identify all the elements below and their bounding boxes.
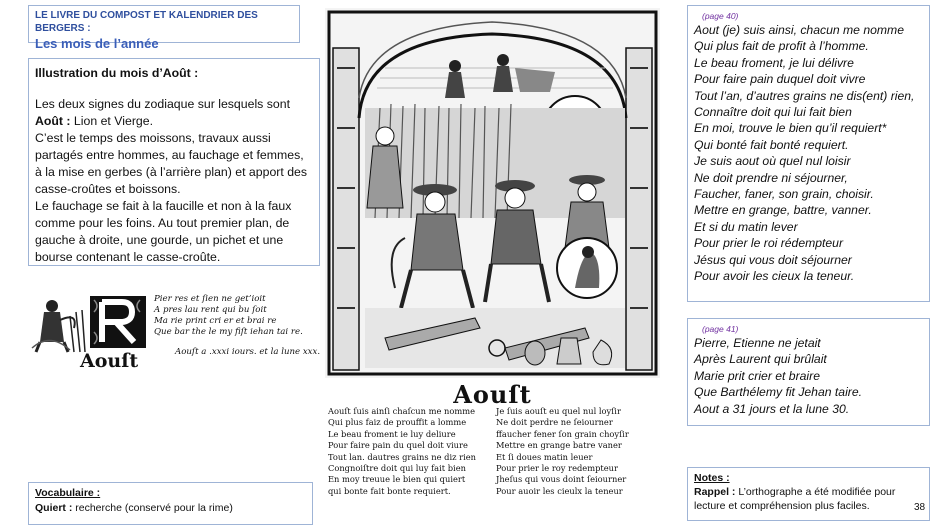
vocabulary-term: Quiert :	[35, 502, 73, 514]
poem-line: Et si du matin lever	[694, 219, 798, 234]
woodcut-line: Le beau froment ie luy deliure	[328, 428, 456, 439]
poem-line: Que Barthélemy fit Jehan taire.	[694, 385, 863, 400]
manuscript-month: Aouſt	[80, 350, 139, 372]
manuscript-verses	[154, 294, 303, 338]
poem-line: Mettre en grange, battre, vanner.	[694, 203, 872, 218]
manuscript-fragment	[30, 292, 330, 382]
woodcut-illustration	[325, 8, 660, 378]
poem-line: Faucher, faner, son grain, choisir.	[694, 187, 874, 202]
woodcut-line: Et ſi doues matin leuer	[496, 451, 593, 462]
manuscript-moon-line: Aouſt a .xxxi iours. et la lune xxx.	[175, 347, 321, 357]
poem-line: Je suis aout où quel nul loisir	[694, 154, 851, 169]
woodcut-line: En moy treuue le bien qui quiert	[328, 474, 466, 485]
notes-heading: Notes :	[694, 472, 730, 484]
poem-line: Ne doit prendre ni séjourner,	[694, 170, 848, 185]
manuscript-miniature	[30, 292, 150, 354]
description-reaping: Le fauchage se fait à la faucille et non à la faux comme pour les foins. Au tout premier plan, de gauche à droite, une gourde, un pichet et une bourse contenant le casse-croûte.	[35, 199, 292, 264]
description-zodiac-pre: Les deux signes du zodiaque sur lesquels sont	[35, 97, 290, 111]
manuscript-line: Pier res et ſien ne get’ioit	[154, 294, 266, 304]
woodcut-verses-left	[328, 406, 476, 497]
vocabulary-heading: Vocabulaire :	[35, 487, 101, 499]
poem-page-41	[687, 318, 930, 426]
woodcut-line: Pour faire pain du quel doit viure	[328, 440, 468, 451]
poem-line: Marie prit crier et braire	[694, 368, 820, 383]
vocabulary-definition: recherche (conservé pour la rime)	[72, 502, 233, 514]
woodcut-verses-right	[496, 406, 629, 497]
page-reference: (page 41)	[702, 324, 739, 334]
manuscript-line: Que bar the le my fiſt iehan tai re.	[154, 327, 303, 337]
woodcut-line: qui bonte fait bonte requiert.	[328, 485, 451, 496]
notes-entry	[694, 486, 895, 512]
description-zodiac-post: Lion et Vierge.	[70, 114, 154, 128]
poem-line: Le beau froment, je lui délivre	[694, 55, 854, 70]
poem-line: Pour prier le roi rédempteur	[694, 236, 844, 251]
illustration-description	[28, 58, 320, 266]
woodcut-line: Aouſt ſuis ainſi chaſcun me nomme	[328, 406, 476, 416]
poem-line: En moi, trouve le bien qu’il requiert*	[694, 121, 887, 136]
woodcut-verses	[328, 406, 663, 526]
vocabulary-entry	[35, 502, 233, 514]
woodcut-line: Congnoiſtre doit qui luy fait bien	[328, 463, 466, 474]
woodcut-line: Pour prier le roy redempteur	[496, 463, 618, 474]
poem-line: Qui bonté fait bonté requiert.	[694, 137, 849, 152]
poem-line: Qui plus fait de profit à l’homme.	[694, 39, 869, 54]
notes-text: L’orthographe a été modifiée pour lecture et compréhension plus faciles.	[694, 486, 896, 512]
woodcut-line: ffaucher fener ſon grain choyſir	[496, 428, 629, 439]
woodcut-line: Je ſuis aouſt eu quel nul loyſir	[496, 406, 621, 416]
woodcut-month-title: Aouſt	[453, 380, 532, 409]
woodcut-line: Ne doit perdre ne ſeiourner	[496, 417, 613, 428]
woodcut-line: Jheſus qui vous doint ſeiourner	[496, 474, 627, 485]
poem-line: Pour faire pain duquel doit vivre	[694, 72, 866, 87]
notes-box	[687, 467, 930, 521]
manuscript-line: Ma rie print cri er et brai re	[154, 316, 277, 326]
poem-line: Aout a 31 jours et la lune 30.	[694, 401, 850, 416]
poem-line: Après Laurent qui brûlait	[694, 352, 827, 367]
poem-line: Tout l’an, d’autres grains ne dis(ent) rien,	[694, 88, 915, 103]
poem-line: Connaître doit qui lui fait bien	[694, 105, 852, 120]
manuscript-line: A pres lau rent qui bu ſoit	[154, 305, 267, 315]
page-reference: (page 40)	[702, 11, 739, 21]
woodcut-line: Tout lan. dautres grains ne diz rien	[328, 451, 476, 462]
title-box	[28, 5, 300, 51]
notes-label: Rappel :	[694, 486, 736, 498]
woodcut-line: Pour auoir les cieulx la teneur	[496, 485, 623, 496]
description-zodiac-month: Août :	[35, 114, 71, 128]
description-heading: Illustration du mois d’Août :	[35, 66, 199, 80]
poem-line: Aout (je) suis ainsi, chacun me nomme	[694, 23, 904, 37]
poem-line: Pour avoir les cieux la teneur.	[694, 269, 855, 284]
page-number: 38	[914, 502, 926, 513]
poem-line: Jésus qui vous doit séjourner	[694, 252, 852, 267]
vocabulary-box	[28, 482, 313, 525]
woodcut-line: Mettre en grange batre vaner	[496, 440, 622, 451]
book-title: LE LIVRE DU COMPOST ET KALENDRIER DES BERGERS :	[35, 10, 258, 34]
description-harvest: C’est le temps des moissons, travaux aussi partagés entre hommes, au fauchage et femmes, à la mise en gerbes (à l’arrière plan) et apport des casse-croûtes et boissons.	[35, 131, 308, 196]
poem-line: Pierre, Etienne ne jetait	[694, 336, 821, 350]
section-title: Les mois de l’année	[35, 36, 159, 51]
poem-page-40	[687, 5, 930, 302]
description-zodiac	[35, 96, 313, 130]
woodcut-line: Qui plus faiz de prouffit a lomme	[328, 417, 467, 428]
